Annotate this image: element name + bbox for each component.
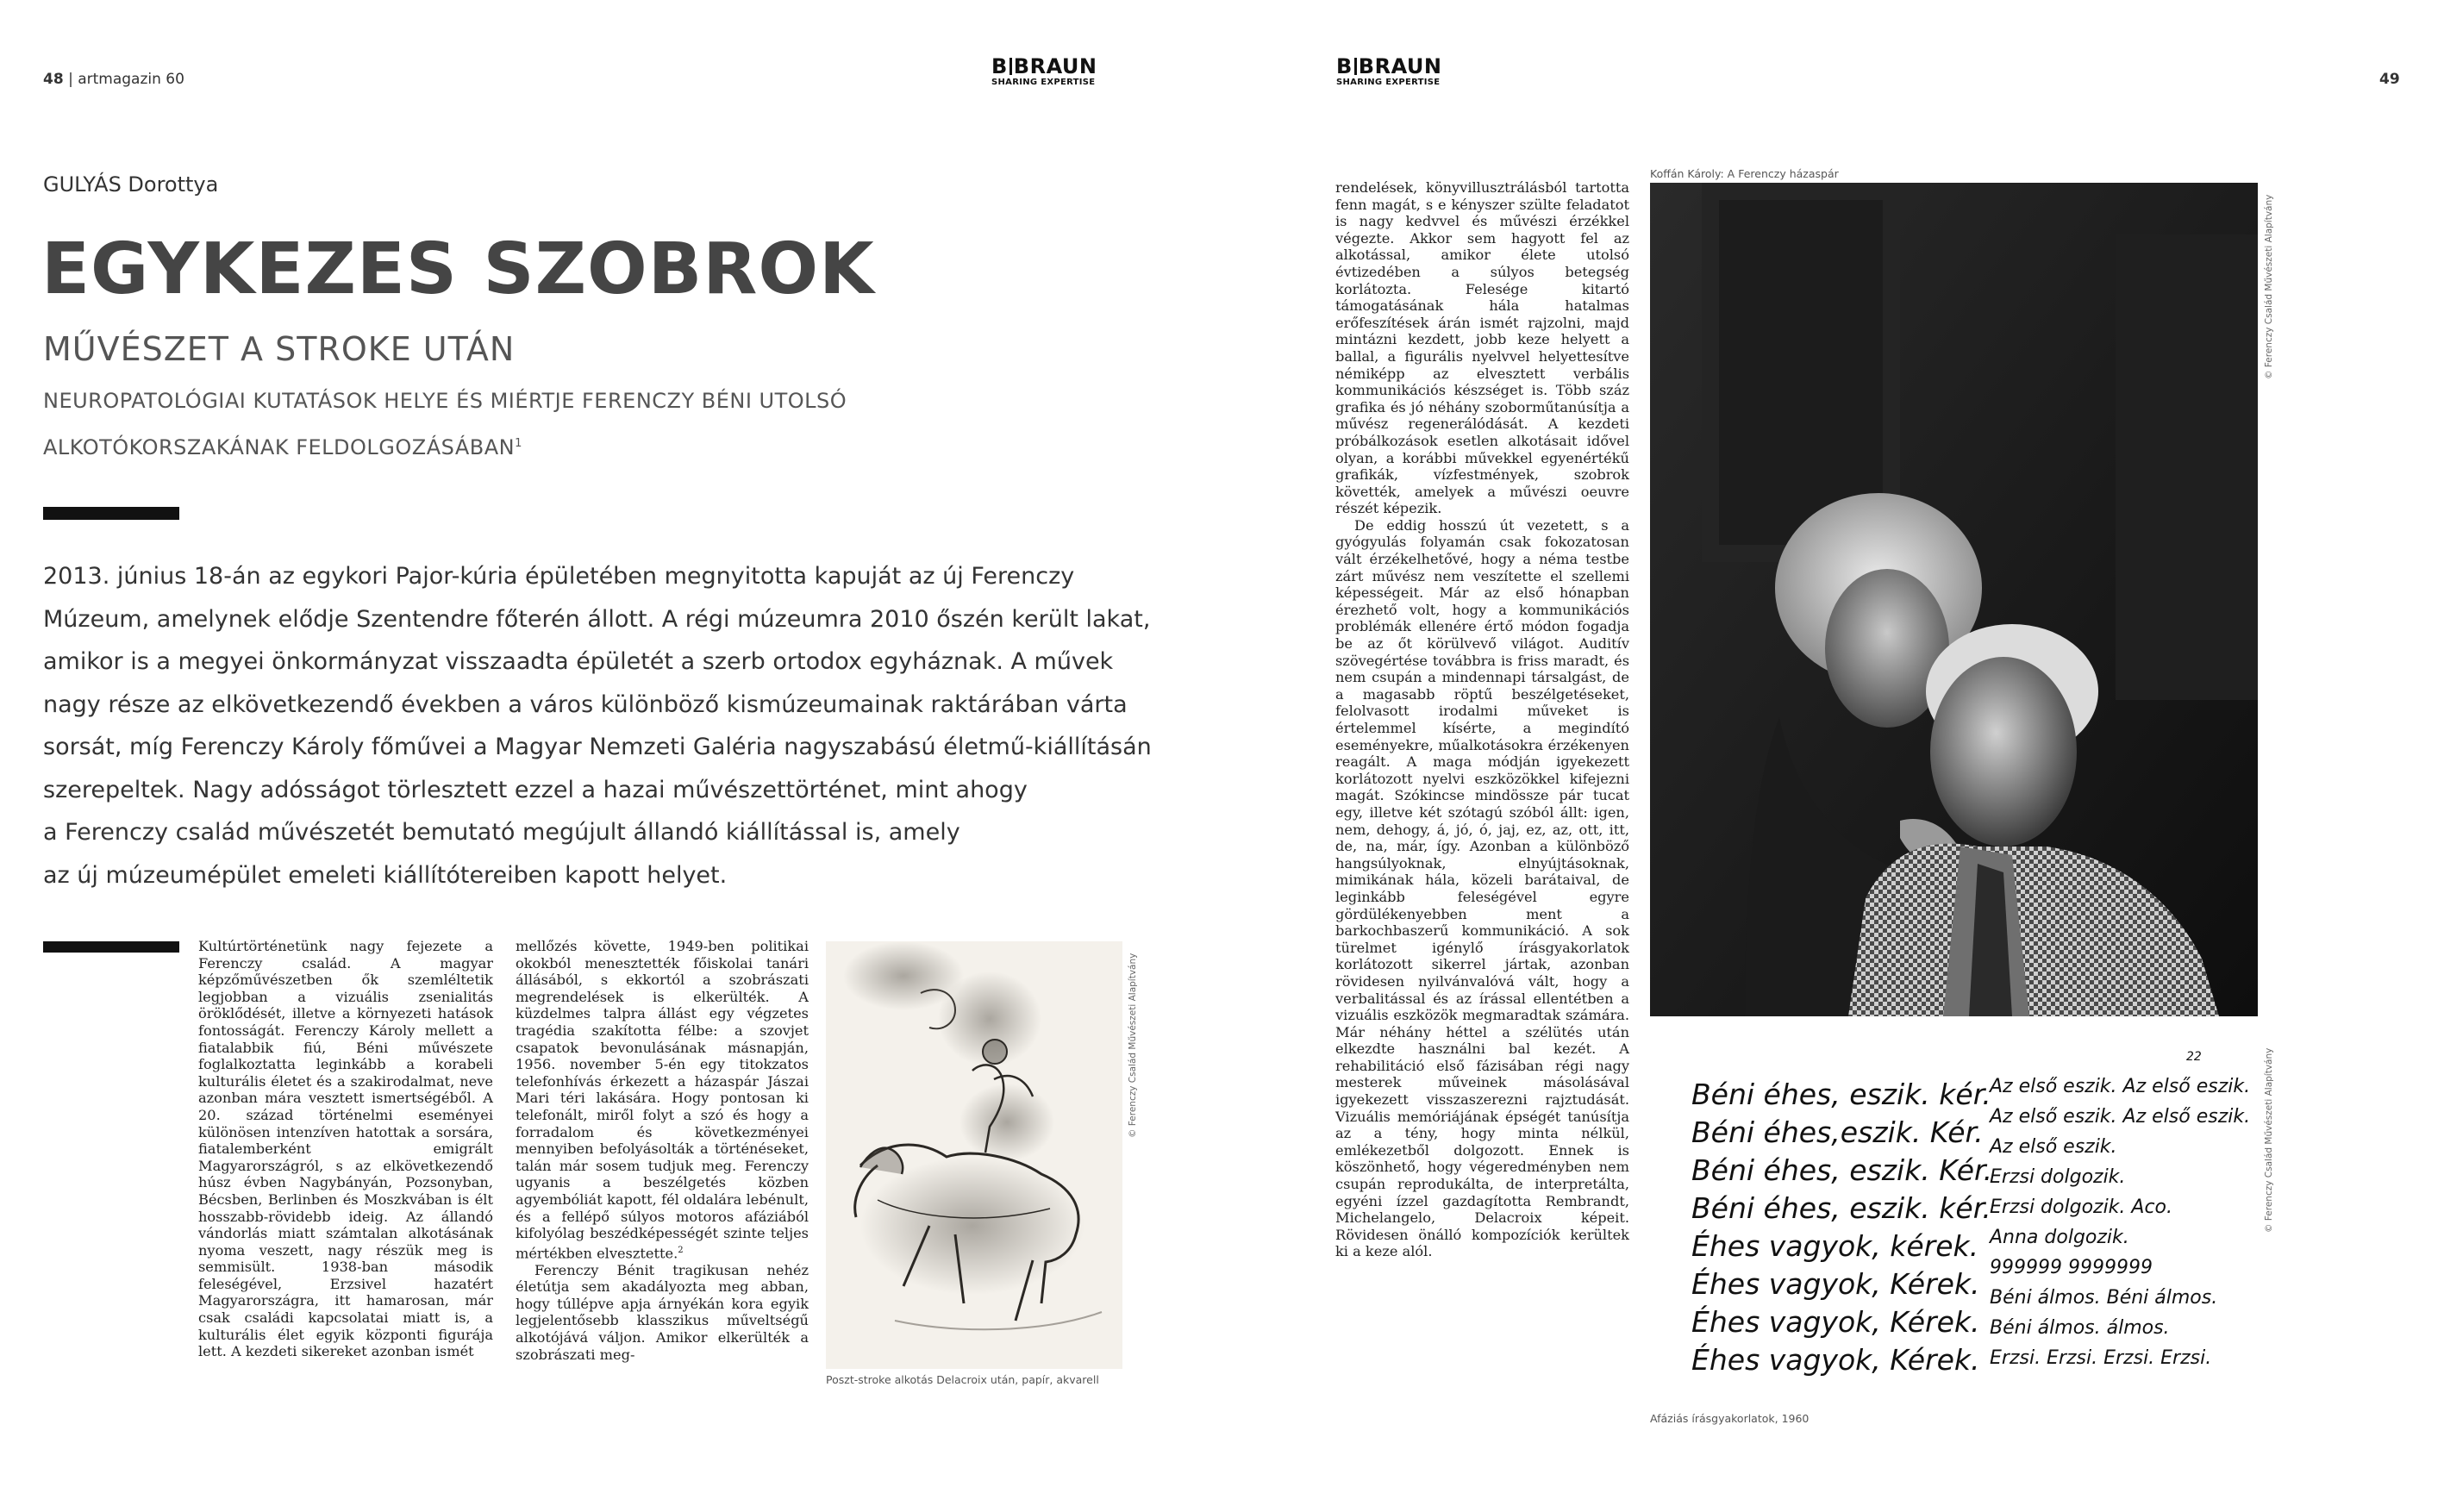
logo-name: BRAUN [1013, 54, 1097, 78]
subhead-line-2 [43, 422, 991, 469]
lead-line: sorsát, míg Ferenczy Károly főművei a Magyar Nemzeti Galéria nagyszabású életmű-kiállításán [43, 734, 1152, 760]
handwriting-line: Erzsi dolgozik. Aco. [1990, 1196, 2173, 1218]
handwriting-line: Béni éhes, eszik. Kér. [1691, 1153, 1993, 1187]
body-rule [43, 941, 179, 953]
handwriting-line: Az első eszik. Az első eszik. [1990, 1106, 2251, 1128]
handwriting-line: Béni álmos. álmos. [1990, 1317, 2170, 1339]
handwriting-line: Éhes vagyok, kérek. [1691, 1229, 1979, 1263]
lead-line: az új múzeumépület emeleti kiállítótereiben kapott helyet. [43, 861, 728, 889]
ferenczy-couple-photo [1650, 183, 2258, 1016]
magazine-name: artmagazin 60 [78, 71, 184, 88]
subhead-line-2-text: ALKOTÓKORSZAKÁNAK FELDOLGOZÁSÁBAN [43, 435, 516, 459]
body-paragraph: Ferenczy Bénit tragikusan nehéz életútja sem akadályozta meg abban, hogy túllépve apja árnyékán kora egyik legjelentősebb klasszikus műveltségű alkotójává váljon. Amikor elkerülték a szobrászati meg- [516, 1261, 809, 1363]
body-column-3 [1335, 179, 1629, 1260]
handwriting-line: Az első eszik. Az első eszik. [1990, 1076, 2251, 1097]
footnote-marker: 1 [515, 437, 522, 450]
horse-rider-sketch [826, 941, 1122, 1369]
logo-tagline: SHARING EXPERTISE [991, 78, 1096, 87]
handwriting-line: Anna dolgozik. [1990, 1227, 2129, 1248]
handwriting-right-column [1990, 1072, 2250, 1373]
couple-photo-caption: Koffán Károly: A Ferenczy házaspár [1650, 167, 1839, 180]
body-column-1 [198, 938, 493, 1360]
logo-tagline: SHARING EXPERTISE [1336, 78, 1441, 87]
body-paragraph: Kultúrtörténetünk nagy fejezete a Ferenczy család. A magyar képzőművészetben ők szemléltetik legjobban a vizuális zsenialitás öröklődését, illetve a környezeti hatások fontosságát. Ferenczy Károly mellett a fiatalabbik fiú, Béni művészete foglalkoztatta leginkább a korabeli kulturális életet és a szakirodalmat, neve azonban mára vesztett ismertségéből. A 20. század történelmi eseményei különösen intenzíven hatottak a sorsára, fiatalemberként emigrált Magyarországról, s az elkövetkezendő húsz évben Nagybányán, Pozsonyban, Bécsben, Berlinben és Moszkvában is élt hosszabb-rövidebb ideig. Az állandó vándorlás miatt számtalan alkotásának nyoma veszett, nagy részük meg is semmisült. 1938-ban második feleségével, Erzsivel hazatért Magyarországra, itt hamarosan, már csak családi kapcsolatai miatt is, a kulturális élet egyik központi figurája lett. A kezdeti sikereket azonban ismét [198, 938, 493, 1360]
lead-line: szerepeltek. Nagy adósságot törlesztett ezzel a hazai művészettörténet, mint ahogy [43, 776, 1028, 803]
handwriting-left-column [1691, 1076, 1992, 1379]
logo-letter: B [1336, 54, 1353, 78]
lead-line: amikor is a megyei önkormányzat visszaadta épületét a szerb ortodox egyháznak. A művek [43, 648, 1114, 675]
right-folio [2379, 71, 2400, 88]
logo-letter: B [991, 54, 1008, 78]
handwriting-line: Az első eszik. [1990, 1136, 2117, 1158]
left-folio [43, 71, 184, 88]
lead-line: nagy része az elkövetkezendő években a város különböző kismúzeumainak raktárában várta [43, 690, 1128, 718]
body-paragraph: De eddig hosszú út vezetett, s a gyógyulás folyamán csak fokozatosan vált érzékelhetővé, hogy a néma testbe zárt művész nem veszítette el szellemi képességeit. Már az első hónapban érezhető volt, hogy a kommunikációs problémák ellenére értő módon fogadja be az őt körülvevő világot. Auditív szövegértése továbbra is friss maradt, és nem csupán a mindennapi társalgást, de a magasabb röptű beszélgetéseket, felolvasott irodalmi műveket is értelemmel kísérte, a megindító eseményekre, műalkotásokra érzékenyen reagált. A maga módján igyekezett korlátozott nyelvi eszközökkel kifejezni magát. Szókincse mindössze pár tucat egy, illetve két szótagú szóból állt: igen, nem, dehogy, á, jó, ó, jaj, ez, az, ott, itt, de, na, már, így. Azonban a különböző hangsúlyoknak, elnyújtásoknak, mimikának hála, közeli barátaival, de leginkább feleségével egyre gördülékenyebben ment a barkochbaszerű kommunikáció. A sok türelmet igénylő írásgyakorlatok korlátozott sikerrel jártak, azonban rövidesen nyilvánvalóvá vált, hogy a verbalitással és az írással ellentétben a vizuális eszközök megmaradtak számára. Már néhány héttel a szélütés után elkezdte használni bal kezét. A rehabilitáció első fázisában régi nagy mesterek műveinek másolásával igyekezett visszaszerezni rajztudását. Vizuális memóriájának épségét tanúsítja az a tény, hogy minta nélkül, emlékezetből dolgozott. Ennek is köszönhető, hogy végeredményben nem csupán reprodukálta, de interpretálta, egyéni ízzel gazdagította Rembrandt, Michelangelo, Delacroix képeit. Rövidesen önálló kompozíciók kerültek ki a keze alól. [1335, 516, 1629, 1260]
handwriting-line: 999999 9999999 [1990, 1257, 2153, 1278]
handwriting-credit: © Ferenczy Család Művészeti Alapítvány [2264, 1047, 2274, 1233]
lead-paragraph [43, 555, 1152, 897]
lead-line: 2013. június 18-án az egykori Pajor-kúria épületében megnyitotta kapuját az új Ferenczy [43, 563, 1075, 590]
footnote-marker: 2 [678, 1245, 684, 1255]
article-subhead [43, 379, 991, 469]
handwriting-caption: Afáziás írásgyakorlatok, 1960 [1650, 1412, 1810, 1425]
handwriting-line: Éhes vagyok, Kérek. [1691, 1267, 1980, 1301]
handwriting-line: Erzsi dolgozik. [1990, 1166, 2126, 1188]
handwriting-line: Erzsi. Erzsi. Erzsi. Erzsi. [1990, 1347, 2212, 1369]
article-subtitle: MŰVÉSZET A STROKE UTÁN [43, 330, 516, 368]
horse-image-caption: Poszt-stroke alkotás Delacroix után, papír, akvarell [826, 1373, 1099, 1386]
handwriting-mark: 22 [2186, 1050, 2202, 1064]
body-paragraph [516, 938, 809, 1262]
horse-drawing-image [826, 941, 1122, 1369]
article-title: EGYKEZES SZOBROK [41, 228, 875, 310]
author-name: GULYÁS Dorottya [43, 172, 219, 197]
logo-name: BRAUN [1358, 54, 1442, 78]
couple-photo-credit: © Ferenczy Család Művészeti Alapítvány [2264, 194, 2274, 379]
handwriting-line: Éhes vagyok, Kérek. [1691, 1343, 1980, 1377]
braun-logo-right [1336, 55, 1441, 87]
body-paragraph: rendelések, könyvillusztrálásból tartotta fenn magát, s e kényszer szülte feladatot is nagy kedvvel és művészi érzékkel végezte. Akkor sem hagyott fel az alkotással, amikor élete utolsó évtizedében a súlyos betegség korlátozta. Felesége kitartó támogatásának hála hatalmas erőfeszítések árán ismét rajzolni, majd mintázni kezdett, jobb keze helyett a ballal, a figurális nyelvvel helyettesítve némiképp az elvesztett verbális kommunikációs készséget is. Több száz grafika és jó néhány szoborműtanúsítja a művész regenerálódását. A kezdeti próbálkozások esetlen alkotásait idővel olyan, a korábbi művekkel egyenértékű grafikák, vízfestmények, szobrok követték, amelyek a művészi oeuvre részét képezik. [1335, 179, 1629, 517]
right-page-number: 49 [2379, 71, 2400, 88]
braun-logo-left [991, 55, 1097, 87]
folio-separator: | [68, 71, 73, 88]
handwriting-line: Béni éhes, eszik. kér. [1691, 1078, 1991, 1111]
handwriting-line: Béni éhes, eszik. kér. [1691, 1191, 1991, 1225]
couple-photo-image [1650, 183, 2258, 1016]
handwriting-line: Éhes vagyok, Kérek. [1691, 1305, 1980, 1339]
handwriting-line: Béni éhes,eszik. Kér. [1691, 1115, 1984, 1149]
horse-image-credit: © Ferenczy Család Művészeti Alapítvány [1128, 953, 1138, 1138]
subhead-line-1: NEUROPATOLÓGIAI KUTATÁSOK HELYE ÉS MIÉRTJE FERENCZY BÉNI UTOLSÓ [43, 389, 847, 413]
left-page-number: 48 [43, 71, 64, 88]
handwriting-image [1650, 1033, 2258, 1403]
title-rule [43, 507, 179, 520]
body-column-2 [516, 938, 809, 1363]
handwriting-line: Béni álmos. Béni álmos. [1990, 1287, 2218, 1309]
lead-line: Múzeum, amelynek elődje Szentendre főterén állott. A régi múzeumra 2010 őszén került lakat, [43, 605, 1151, 633]
body-paragraph-text: mellőzés követte, 1949-ben politikai okokból menesztették főiskolai tanári állásából, s ekkortól a szobrászati megrendelések is elkerülték. A küzdelmes talpra állást egy végzetes tragédia szakította félbe: a szovjet csapatok bevonulásának másnapján, 1956. november 5-én egy titokzatos telefonhívás érkezett a házaspár Jászai Mari téri lakására. Hogy pontosan ki telefonált, miről folyt a szó és hogy a forradalom és következményei mennyiben befolyásolták a történéseket, talán már sosem tudjuk meg. Ferenczy ugyanis a beszélgetés közben agyembóliát kapott, fél oldalára lebénult, és a fellépő súlyos motoros afáziából kifolyólag beszédképességét szinte teljes mértékben elvesztette. [516, 938, 809, 1262]
lead-line: a Ferenczy család művészetét bemutató megújult állandó kiállítással is, amely [43, 819, 960, 846]
